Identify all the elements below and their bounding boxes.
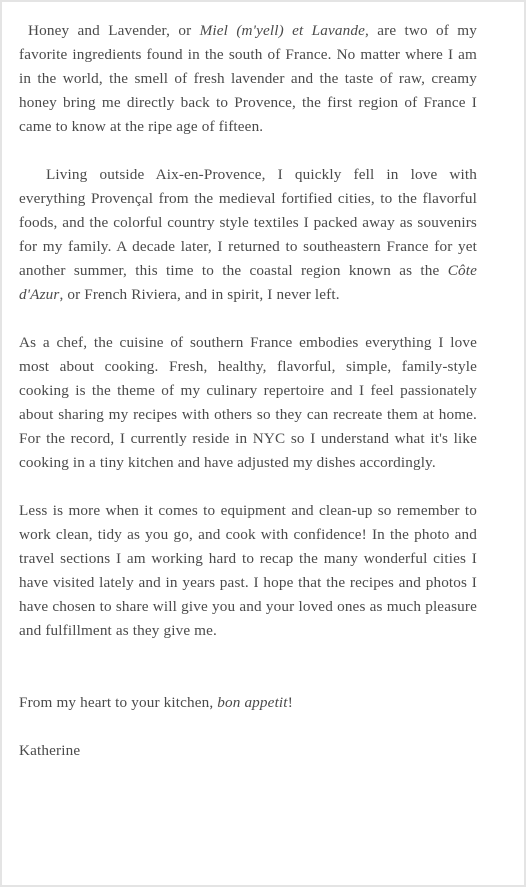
- intro-text-start: Honey and Lavender, or: [28, 22, 200, 39]
- provence-paragraph: [19, 163, 477, 307]
- closing-line: [19, 691, 477, 715]
- paragraph-gap: [19, 475, 477, 499]
- signature: Katherine: [19, 742, 81, 759]
- paragraph-gap: [19, 307, 477, 331]
- closing-text-start: From my heart to your kitchen,: [19, 694, 218, 711]
- equipment-paragraph: Less is more when it comes to equipment and clean-up so remember to work clean, tidy as you go, and cook with confidence! In the photo and travel sections I am working hard to recap the many wonderful cities I have visited lately and in years past. I hope that the recipes and photos I have chosen to share will give you and your loved ones as much pleasure and fulfillment as they give me.: [19, 502, 477, 639]
- intro-text-french: Miel (m'yell) et Lavande: [199, 22, 365, 39]
- letter-body: [19, 19, 477, 763]
- paragraph-gap: [19, 643, 477, 691]
- provence-text-start: Living outside Aix-en-Provence, I quickly fell in love with everything Provençal from the medieval fortified cities, to the flavorful foods, and the colorful country style textiles I packed away as souvenirs for my family. A decade later, I returned to southeastern France for yet another summer, this time to the coastal region known as the: [19, 166, 477, 279]
- provence-text-region: Côte d'Azur: [19, 262, 477, 303]
- intro-text-end: , are two of my favorite ingredients found in the south of France. No matter where I am in the world, the smell of fresh lavender and the taste of raw, creamy honey bring me directly back to Provence, the first region of France I came to know at the ripe age of fifteen.: [19, 22, 477, 135]
- paragraph-gap: [19, 715, 477, 739]
- provence-text-end: , or French Riviera, and in spirit, I never left.: [59, 286, 340, 303]
- closing-text-french: bon appetit: [217, 694, 288, 711]
- chef-paragraph: As a chef, the cuisine of southern France embodies everything I love most about cooking. Fresh, healthy, flavorful, simple, family-style cooking is the theme of my culinary repertoire and I feel passionately about sharing my recipes with others so they can recreate them at home. For the record, I currently reside in NYC so I understand what it's like cooking in a tiny kitchen and have adjusted my dishes accordingly.: [19, 334, 477, 471]
- closing-text-end: !: [287, 694, 293, 711]
- intro-paragraph: [19, 19, 477, 139]
- paragraph-gap: [19, 139, 477, 163]
